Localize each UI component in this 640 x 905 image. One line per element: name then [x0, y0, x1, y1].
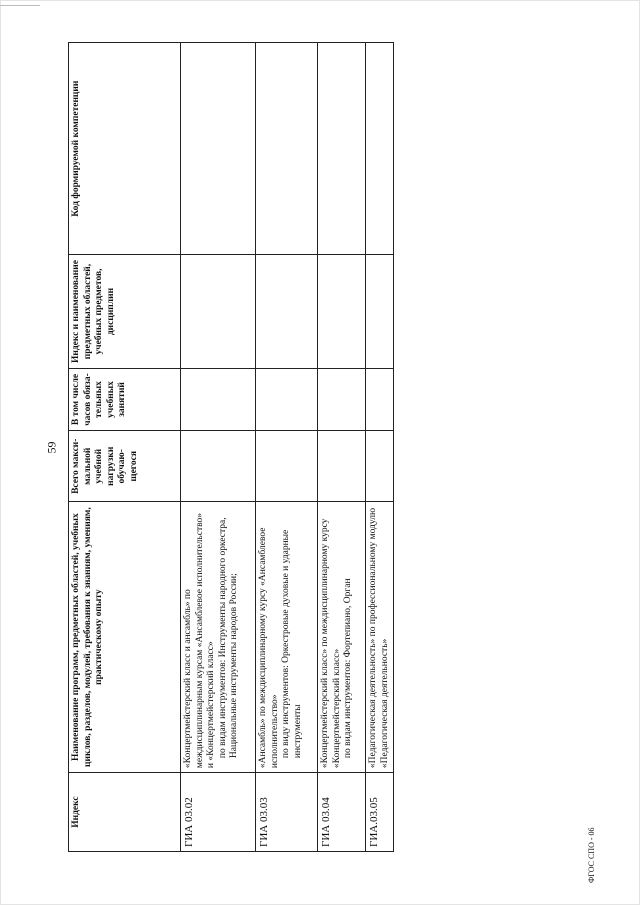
cell-subjects: [366, 255, 394, 368]
row-line: по видам инструментов: Фортепиано, Орган: [343, 578, 354, 759]
cell-subjects: [256, 255, 318, 368]
cell-code: [181, 43, 256, 255]
cell-incl: [256, 368, 318, 431]
row-index: ГИА.03.05: [366, 773, 394, 852]
cell-code: [318, 43, 366, 255]
row-content: [181, 502, 256, 773]
competency-table: [68, 42, 394, 852]
cell-code: [366, 43, 394, 255]
header-index: Индекс: [69, 773, 181, 852]
cell-subjects: [318, 255, 366, 368]
cell-total: [366, 431, 394, 502]
row-line: «Ансамбль» по междисциплинарному курсу «Ансамблевое исполнительство»: [258, 527, 280, 769]
document-footer: ФГОС СПО - 06: [587, 827, 596, 883]
row-index: ГИА 03.03: [256, 773, 318, 852]
page-number: 59: [44, 441, 59, 454]
cell-subjects: [181, 255, 256, 368]
cell-incl: [366, 368, 394, 431]
table-row: [181, 43, 256, 852]
header-competence-code: Код формируемой компетенции: [69, 43, 181, 255]
row-line: по видам инструментов: Инструменты народного оркестра, Национальные инструменты народов России;: [217, 517, 240, 759]
row-line: «Концертмейстерский класс и ансамбль» по междисциплинарным курсам «Ансамблевое исполнительство» и «Концертмейстерский класс»: [183, 512, 217, 769]
cell-code: [256, 43, 318, 255]
table-row: [366, 43, 394, 852]
cell-incl: [181, 368, 256, 431]
row-line: по виду инструментов: Оркестровые духовые и ударные инструменты: [281, 529, 303, 759]
table-header-row: [69, 43, 181, 852]
cell-incl: [318, 368, 366, 431]
row-content: [318, 502, 366, 773]
header-total-load: Всего макси-мальной учебной нагрузки обучаю-щегося: [69, 431, 181, 502]
row-index: ГИА 03.02: [181, 773, 256, 852]
header-subjects: Индекс и наименование предметных областей, учебных предметов, дисциплин: [69, 255, 181, 368]
cell-total: [318, 431, 366, 502]
rotated-table-container: [68, 42, 388, 852]
row-line: «Педагогическая деятельность» по профессиональному модулю «Педагогическая деятельность»: [368, 507, 390, 769]
table-row: [256, 43, 318, 852]
cell-total: [181, 431, 256, 502]
table-row: [318, 43, 366, 852]
cell-total: [256, 431, 318, 502]
scan-mark: [0, 5, 40, 6]
row-line: «Концертмейстерский класс» по междисциплинарному курсу «Концертмейстерский класс»: [320, 518, 342, 769]
header-mandatory-hours: В том числе часов обяза-тельных учебных занятий: [69, 368, 181, 431]
row-index: ГИА 03.04: [318, 773, 366, 852]
row-content: [256, 502, 318, 773]
header-name: Наименование программ, предметных областей, учебных циклов, разделов, модулей, требования к знаниям, умениям, практическому опыту: [69, 502, 181, 773]
row-content: [366, 502, 394, 773]
